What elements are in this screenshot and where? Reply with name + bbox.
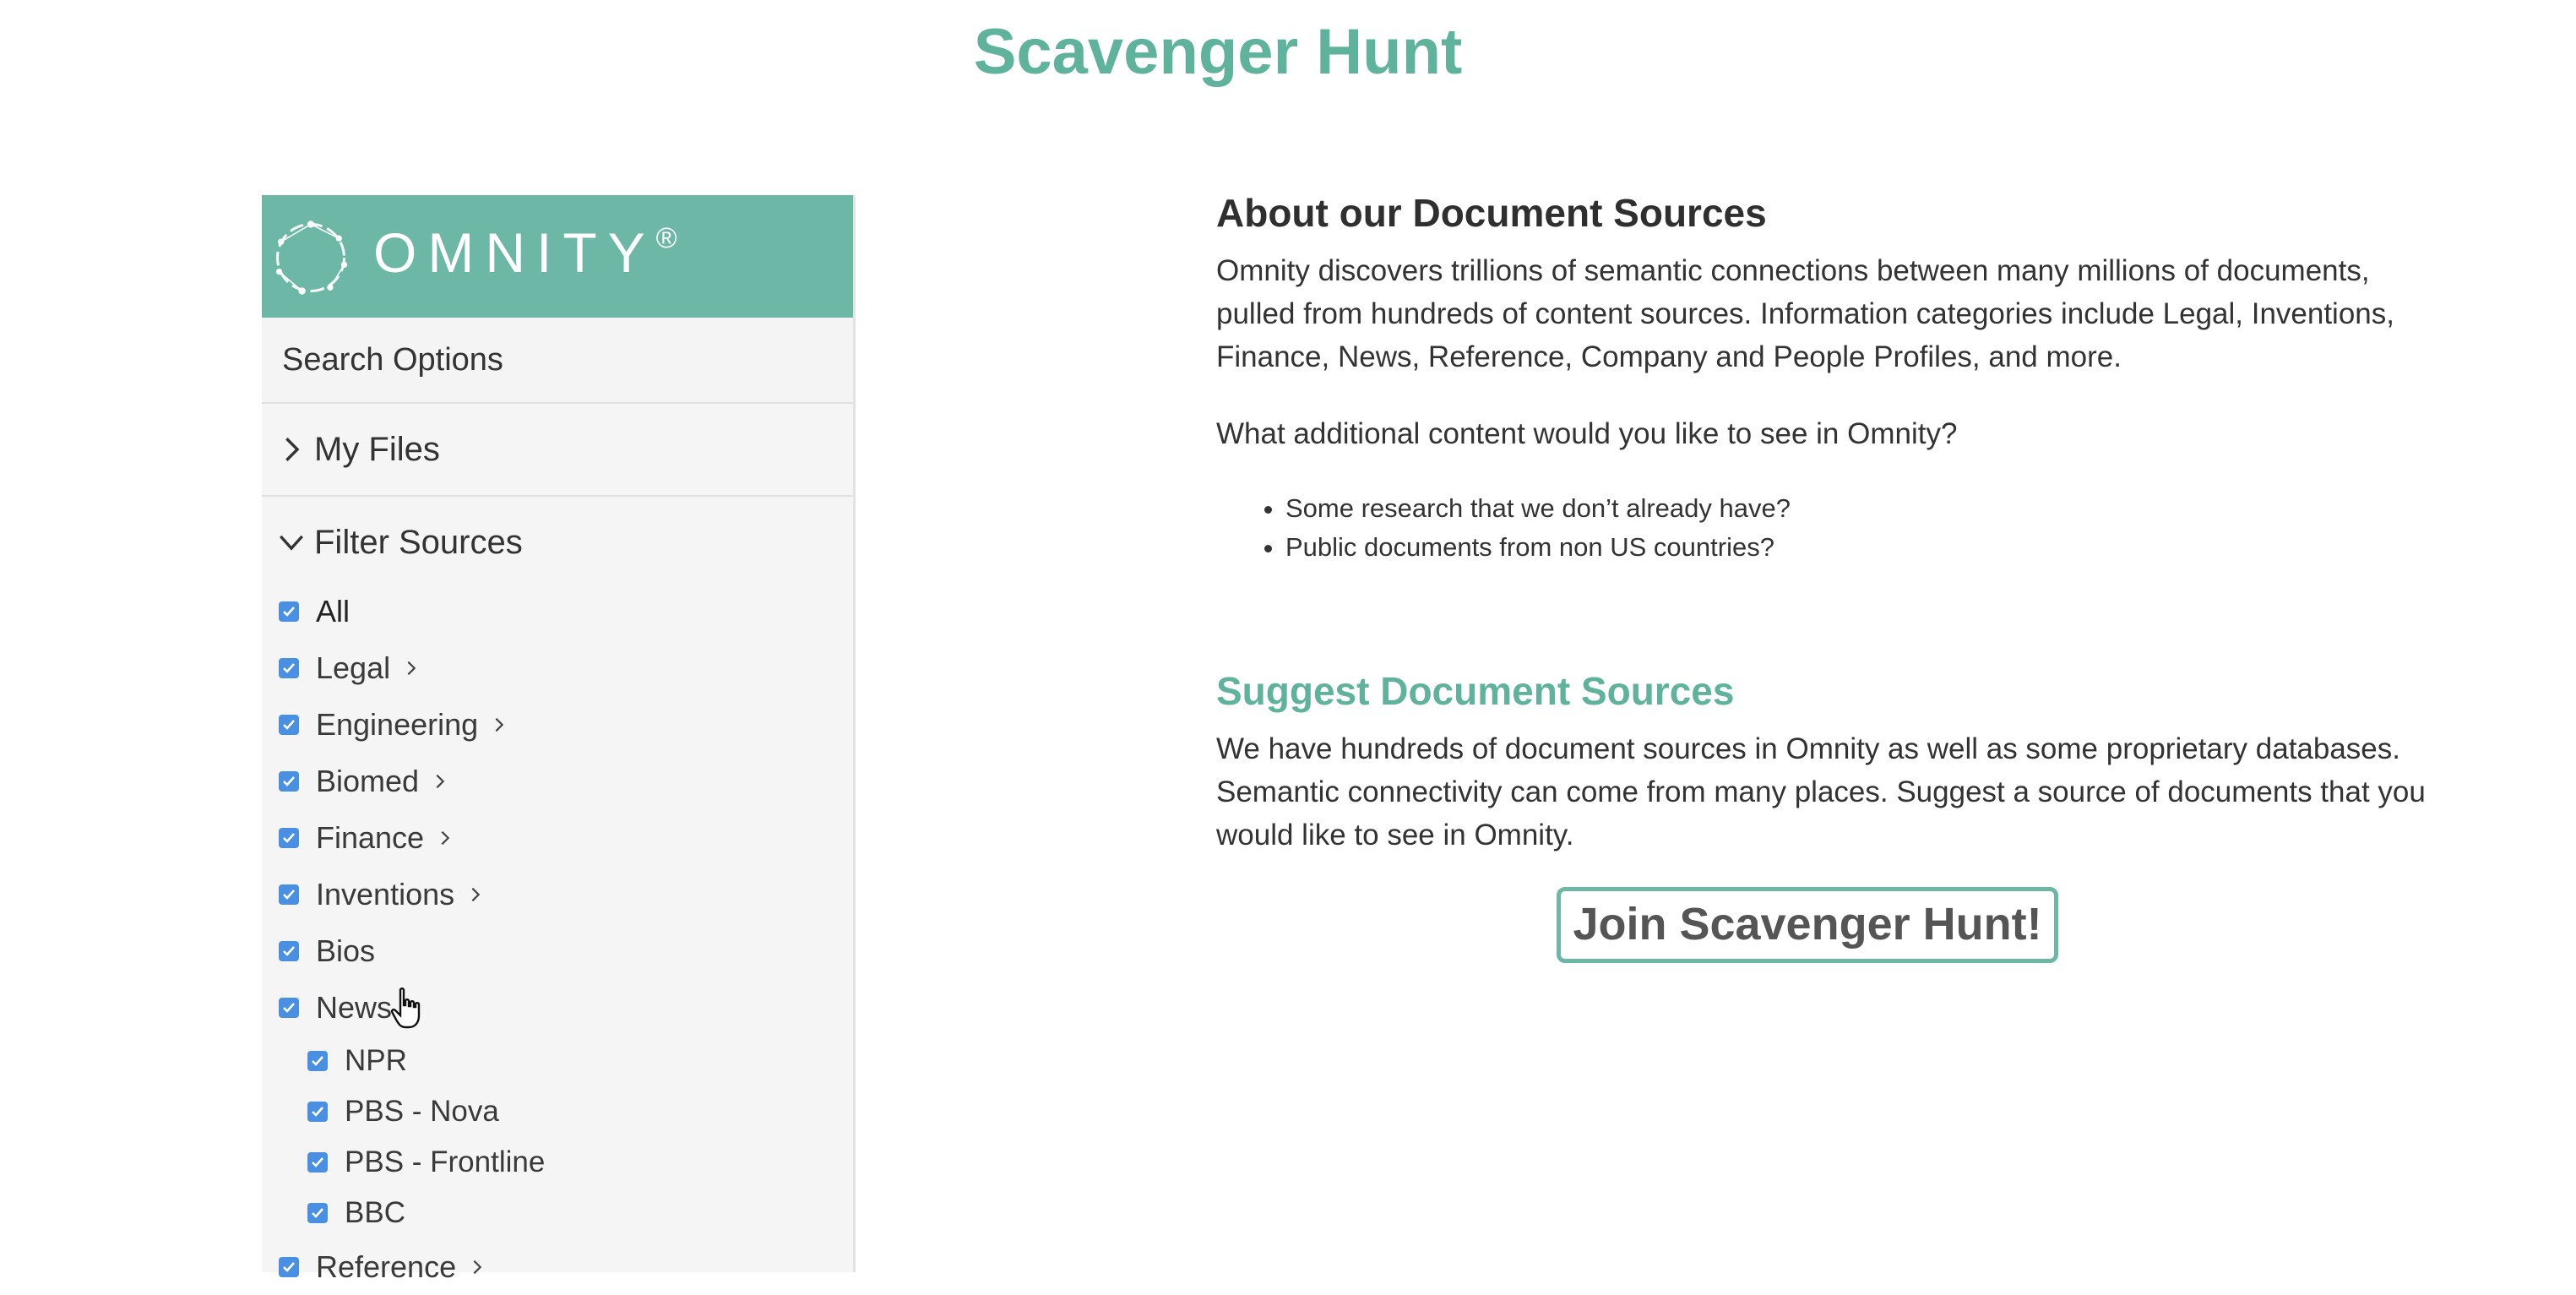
registered-mark: ® [655, 222, 677, 254]
source-label: Legal [316, 650, 391, 685]
source-pbs-nova[interactable] [262, 1086, 853, 1137]
about-heading: About our Document Sources [1216, 191, 1767, 235]
checkmark-icon [281, 1000, 296, 1015]
checkbox-biomed[interactable] [279, 771, 299, 792]
checkmark-icon [310, 1205, 325, 1221]
chevron-down-icon [277, 528, 306, 557]
chevron-right-icon[interactable] [431, 772, 449, 791]
source-label: Engineering [316, 706, 479, 742]
chevron-right-icon[interactable] [468, 1258, 486, 1276]
source-label: Inventions [316, 876, 455, 911]
checkbox-all[interactable] [279, 601, 299, 622]
page-title: Scavenger Hunt [973, 16, 1463, 88]
source-inventions[interactable] [262, 866, 853, 922]
my-files-toggle[interactable] [262, 404, 853, 497]
chevron-right-icon[interactable] [466, 885, 485, 904]
logo-word: OMNITY [373, 221, 656, 284]
checkmark-icon [281, 774, 296, 789]
checkmark-icon [281, 661, 296, 676]
join-scavenger-hunt-button[interactable]: Join Scavenger Hunt! [1557, 887, 2057, 963]
source-biomed[interactable] [262, 753, 853, 809]
bullet-list [1216, 489, 2432, 567]
filter-sources-list [262, 583, 853, 1295]
source-label: Biomed [316, 763, 420, 798]
source-all[interactable] [262, 583, 853, 639]
main-content [1216, 190, 2432, 963]
checkbox-reference[interactable] [279, 1257, 299, 1277]
omnity-logo-text [373, 220, 677, 285]
source-label: BBC [345, 1196, 405, 1229]
source-legal[interactable] [262, 639, 853, 696]
source-reference[interactable] [262, 1238, 853, 1295]
chevron-right-icon[interactable] [402, 659, 421, 677]
list-item: • Public documents from non US countries? [1285, 528, 2432, 567]
list-item: • Some research that we don’t already have? [1285, 489, 2432, 528]
source-bios[interactable] [262, 922, 853, 979]
checkbox-bbc[interactable] [307, 1203, 328, 1223]
checkmark-icon [281, 604, 296, 619]
checkbox-npr[interactable] [307, 1051, 328, 1071]
source-label: PBS - Frontline [345, 1145, 546, 1178]
search-options-header: Search Options [262, 318, 853, 404]
hand-cursor-icon [390, 987, 424, 1031]
checkbox-legal[interactable] [279, 658, 299, 678]
question-text: What additional content would you like to see in Omnity? [1216, 417, 1958, 450]
checkmark-icon [281, 717, 296, 732]
checkbox-inventions[interactable] [279, 884, 299, 905]
about-text: Omnity discovers trillions of semantic connections between many millions of documents, pulled from hundreds of content sources. Information categories include Legal, Inventions, Finance, News, Reference, Company and People Profiles, and more. [1216, 254, 2394, 373]
source-label: Bios [316, 933, 376, 968]
omnity-logo-icon [267, 214, 355, 302]
source-label: Reference [316, 1249, 457, 1284]
checkmark-icon [281, 887, 296, 902]
checkmark-icon [281, 944, 296, 959]
checkbox-bios[interactable] [279, 941, 299, 961]
suggest-text: We have hundreds of document sources in Omnity as well as some proprietary databases. Semantic connectivity can come from many places. Suggest a source of documents that you would like to see in Omnity. [1216, 732, 2426, 852]
source-bbc[interactable] [262, 1188, 853, 1238]
source-npr[interactable] [262, 1036, 853, 1086]
source-label: Finance [316, 819, 425, 855]
checkbox-news[interactable] [279, 998, 299, 1018]
source-label: All [316, 593, 351, 628]
chevron-right-icon [277, 435, 306, 464]
suggest-heading: Suggest Document Sources [1216, 669, 1735, 713]
source-label: PBS - Nova [345, 1095, 499, 1128]
source-pbs-frontline[interactable] [262, 1137, 853, 1188]
checkbox-pbs-nova[interactable] [307, 1102, 328, 1122]
my-files-label: My Files [314, 431, 440, 468]
source-label: NPR [345, 1044, 407, 1077]
checkmark-icon [281, 830, 296, 846]
checkbox-finance[interactable] [279, 828, 299, 848]
checkbox-pbs-frontline[interactable] [307, 1152, 328, 1173]
checkmark-icon [310, 1155, 325, 1170]
source-label: News [316, 989, 393, 1025]
checkbox-engineering[interactable] [279, 715, 299, 735]
chevron-right-icon[interactable] [436, 829, 454, 847]
chevron-right-icon[interactable] [490, 716, 508, 734]
filter-sources-toggle[interactable] [262, 520, 853, 564]
checkmark-icon [310, 1104, 325, 1119]
source-engineering[interactable] [262, 696, 853, 753]
checkmark-icon [310, 1053, 325, 1069]
source-finance[interactable] [262, 809, 853, 866]
checkmark-icon [281, 1260, 296, 1275]
omnity-logo-bar[interactable] [262, 195, 853, 318]
filter-sources-label: Filter Sources [314, 523, 523, 561]
source-news[interactable] [262, 979, 853, 1036]
cta-wrapper [1216, 887, 2399, 963]
sidebar [262, 195, 856, 1284]
